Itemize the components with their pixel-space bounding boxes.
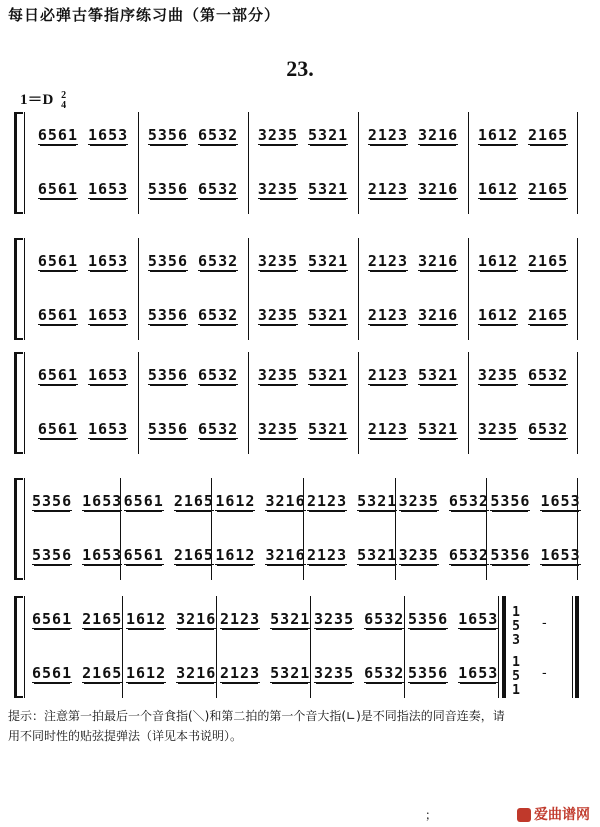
bar-line xyxy=(248,238,249,340)
note-group: 3216 xyxy=(176,610,217,628)
score-system xyxy=(14,478,581,580)
note-group: 6561 xyxy=(32,610,73,628)
note-group: 3216 xyxy=(418,252,459,270)
rest-dash: - xyxy=(542,614,547,630)
measure-lower xyxy=(32,306,134,324)
note-group: 1612 xyxy=(477,180,518,198)
measure-upper xyxy=(142,252,244,270)
note-group: 5356 xyxy=(147,420,188,438)
note-group: 1653 xyxy=(88,306,129,324)
system-end-line xyxy=(577,352,578,454)
hint-line-2: 用不同时性的贴弦提弹法（详见本书说明）。 xyxy=(8,729,243,743)
note-group: 6561 xyxy=(37,420,78,438)
measure-upper xyxy=(32,492,123,510)
measure-lower xyxy=(215,546,306,564)
note-group: 5321 xyxy=(308,126,349,144)
measure-upper xyxy=(490,492,581,510)
measure-lower xyxy=(362,306,464,324)
measure-upper xyxy=(252,126,354,144)
bar-line xyxy=(303,478,304,580)
note-group: 3235 xyxy=(257,180,298,198)
measure-lower xyxy=(314,664,405,682)
measure-lower xyxy=(123,546,214,564)
note-group: 5356 xyxy=(408,664,449,682)
note-group: 3235 xyxy=(477,420,518,438)
measure-upper xyxy=(362,252,464,270)
measure-upper xyxy=(123,492,214,510)
note-group: 2123 xyxy=(220,664,261,682)
system-brace xyxy=(14,112,23,214)
note-group: 6561 xyxy=(123,546,164,564)
note-group: 2165 xyxy=(82,610,123,628)
bar-line xyxy=(138,238,139,340)
measure-upper xyxy=(472,252,574,270)
note-group: 1612 xyxy=(126,610,167,628)
measure-lower xyxy=(472,420,574,438)
note-group: 6561 xyxy=(37,126,78,144)
time-signature xyxy=(61,91,66,111)
note-group: 1653 xyxy=(82,546,123,564)
note-group: 5321 xyxy=(270,664,311,682)
note-group: 2165 xyxy=(173,546,214,564)
note-group: 3235 xyxy=(398,492,439,510)
note-group: 3235 xyxy=(477,366,518,384)
system-start-line xyxy=(24,238,25,340)
system-start-line xyxy=(24,112,25,214)
page-header-title: 每日必弹古筝指序练习曲（第一部分） xyxy=(8,6,281,24)
note-group: 2165 xyxy=(528,252,569,270)
bar-line xyxy=(486,478,487,580)
note-group: 5356 xyxy=(147,180,188,198)
measure-upper xyxy=(126,610,217,628)
note-group: 5321 xyxy=(308,306,349,324)
note-group: 5356 xyxy=(32,492,73,510)
system-end-line xyxy=(577,238,578,340)
measure-upper xyxy=(215,492,306,510)
note-group: 5356 xyxy=(490,546,531,564)
note-group: 3216 xyxy=(418,180,459,198)
note-group: 2123 xyxy=(307,546,348,564)
system-brace xyxy=(14,352,23,454)
measure-upper xyxy=(362,366,464,384)
note-group: 6532 xyxy=(198,420,239,438)
note-group: 1612 xyxy=(477,252,518,270)
logo-icon xyxy=(517,808,531,822)
bar-line xyxy=(358,238,359,340)
note-group: 1653 xyxy=(88,420,129,438)
note-group: 5321 xyxy=(357,546,398,564)
bar-line xyxy=(310,596,311,698)
note-group: 6532 xyxy=(528,366,569,384)
note-group: 5321 xyxy=(418,366,459,384)
note-group: 6532 xyxy=(528,420,569,438)
note-group: 1653 xyxy=(458,610,499,628)
measure-lower xyxy=(252,306,354,324)
bar-line xyxy=(248,112,249,214)
performance-hint xyxy=(8,706,592,746)
note-group: 2123 xyxy=(367,366,408,384)
measure-lower xyxy=(252,180,354,198)
measure-upper xyxy=(142,126,244,144)
measure-upper xyxy=(408,610,499,628)
note-group: 2123 xyxy=(367,180,408,198)
bar-line xyxy=(138,112,139,214)
measure-upper xyxy=(32,610,123,628)
note-group: 1653 xyxy=(88,126,129,144)
measure-upper xyxy=(472,126,574,144)
measure-upper xyxy=(252,366,354,384)
measure-lower xyxy=(142,180,244,198)
bar-line xyxy=(138,352,139,454)
score-system xyxy=(14,596,578,698)
measure-upper xyxy=(472,366,574,384)
note-group: 2165 xyxy=(528,126,569,144)
note-group: 3235 xyxy=(257,306,298,324)
measure-upper xyxy=(398,492,489,510)
bar-line xyxy=(211,478,212,580)
bar-line xyxy=(468,112,469,214)
note-group: 5321 xyxy=(308,180,349,198)
note-group: 5356 xyxy=(147,126,188,144)
final-chord-upper: 1 5 3 xyxy=(512,605,520,648)
note-group: 6532 xyxy=(198,180,239,198)
bar-line xyxy=(358,352,359,454)
note-group: 5356 xyxy=(147,252,188,270)
note-group: 1653 xyxy=(540,546,581,564)
note-group: 2123 xyxy=(367,306,408,324)
note-group: 3235 xyxy=(314,610,355,628)
measure-lower xyxy=(32,664,123,682)
note-group: 3235 xyxy=(257,252,298,270)
score-system xyxy=(14,112,578,214)
system-start-line xyxy=(24,596,25,698)
note-group: 1612 xyxy=(215,546,256,564)
rest-dash: - xyxy=(542,664,547,680)
bar-line xyxy=(358,112,359,214)
measure-upper xyxy=(32,252,134,270)
note-group: 1653 xyxy=(82,492,123,510)
note-group: 2165 xyxy=(528,306,569,324)
note-group: 5356 xyxy=(32,546,73,564)
note-group: 5356 xyxy=(490,492,531,510)
note-group: 5321 xyxy=(308,252,349,270)
note-group: 6532 xyxy=(198,366,239,384)
bar-line xyxy=(216,596,217,698)
score-system xyxy=(14,238,578,340)
note-group: 3235 xyxy=(257,126,298,144)
measure-lower xyxy=(408,664,499,682)
piece-number: 23. xyxy=(286,56,314,81)
bar-line xyxy=(468,352,469,454)
bar-line xyxy=(395,478,396,580)
note-group: 5356 xyxy=(408,610,449,628)
key-signature xyxy=(20,88,66,111)
system-end-line xyxy=(577,112,578,214)
page-mark: ； xyxy=(425,808,438,822)
note-group: 3216 xyxy=(265,546,306,564)
note-group: 6532 xyxy=(198,306,239,324)
note-group: 2123 xyxy=(367,420,408,438)
measure-lower xyxy=(490,546,581,564)
note-group: 2123 xyxy=(367,126,408,144)
bar-line xyxy=(248,352,249,454)
logo-text: 爱曲谱网 xyxy=(534,807,590,823)
measure-lower xyxy=(398,546,489,564)
measure-lower xyxy=(220,664,311,682)
time-bottom: 4 xyxy=(61,99,67,111)
note-group: 5321 xyxy=(357,492,398,510)
note-group: 1612 xyxy=(126,664,167,682)
note-group: 6561 xyxy=(37,252,78,270)
hint-line-1: 提示：注意第一拍最后一个音食指(＼)和第二拍的第一个音大指(∟)是不同指法的同音连奏，请 xyxy=(8,709,505,723)
note-group: 5321 xyxy=(270,610,311,628)
bar-line xyxy=(122,596,123,698)
repeat-bar-thick xyxy=(502,596,506,698)
note-group: 5356 xyxy=(147,306,188,324)
note-group: 1653 xyxy=(88,252,129,270)
note-group: 2123 xyxy=(307,492,348,510)
bar-line xyxy=(404,596,405,698)
system-brace xyxy=(14,596,23,698)
measure-lower xyxy=(472,180,574,198)
note-group: 5321 xyxy=(308,420,349,438)
note-group: 3235 xyxy=(314,664,355,682)
time-top: 2 xyxy=(61,89,67,101)
note-group: 1653 xyxy=(458,664,499,682)
note-group: 3235 xyxy=(257,366,298,384)
score-system xyxy=(14,352,578,454)
measure-lower xyxy=(362,420,464,438)
key-label: 1＝D xyxy=(20,92,54,108)
note-group: 6532 xyxy=(364,610,405,628)
system-start-line xyxy=(24,352,25,454)
measure-upper xyxy=(314,610,405,628)
end-bar-thin xyxy=(572,596,573,698)
measure-upper xyxy=(32,126,134,144)
measure-upper xyxy=(362,126,464,144)
note-group: 3216 xyxy=(265,492,306,510)
note-group: 1653 xyxy=(88,180,129,198)
site-logo xyxy=(517,804,590,824)
note-group: 5321 xyxy=(308,366,349,384)
note-group: 3235 xyxy=(398,546,439,564)
measure-upper xyxy=(142,366,244,384)
note-group: 6561 xyxy=(32,664,73,682)
note-group: 3216 xyxy=(176,664,217,682)
note-group: 3235 xyxy=(257,420,298,438)
note-group: 6532 xyxy=(198,126,239,144)
measure-lower xyxy=(362,180,464,198)
note-group: 1653 xyxy=(88,366,129,384)
end-bar-thick xyxy=(575,596,579,698)
note-group: 6532 xyxy=(448,546,489,564)
note-group: 6561 xyxy=(37,366,78,384)
measure-upper xyxy=(220,610,311,628)
measure-lower xyxy=(252,420,354,438)
note-group: 6532 xyxy=(198,252,239,270)
system-brace xyxy=(14,238,23,340)
measure-lower xyxy=(142,306,244,324)
note-group: 5321 xyxy=(418,420,459,438)
note-group: 2165 xyxy=(528,180,569,198)
final-chord-lower: 1 5 1 xyxy=(512,655,520,698)
note-group: 6561 xyxy=(37,180,78,198)
bar-line xyxy=(468,238,469,340)
note-group: 1653 xyxy=(540,492,581,510)
measure-lower xyxy=(307,546,398,564)
note-group: 3216 xyxy=(418,126,459,144)
note-group: 5356 xyxy=(147,366,188,384)
note-group: 2165 xyxy=(173,492,214,510)
measure-lower xyxy=(32,420,134,438)
measure-upper xyxy=(307,492,398,510)
note-group: 1612 xyxy=(477,126,518,144)
measure-lower xyxy=(32,546,123,564)
measure-lower xyxy=(472,306,574,324)
note-group: 3216 xyxy=(418,306,459,324)
measure-lower xyxy=(126,664,217,682)
system-brace xyxy=(14,478,23,580)
note-group: 2123 xyxy=(220,610,261,628)
bar-line xyxy=(120,478,121,580)
note-group: 6561 xyxy=(37,306,78,324)
note-group: 6532 xyxy=(448,492,489,510)
note-group: 6561 xyxy=(123,492,164,510)
note-group: 2165 xyxy=(82,664,123,682)
note-group: 1612 xyxy=(477,306,518,324)
measure-upper xyxy=(32,366,134,384)
measure-upper xyxy=(252,252,354,270)
note-group: 6532 xyxy=(364,664,405,682)
system-start-line xyxy=(24,478,25,580)
system-end-line xyxy=(577,478,578,580)
measure-lower xyxy=(32,180,134,198)
note-group: 1612 xyxy=(215,492,256,510)
repeat-bar-thin xyxy=(498,596,499,698)
measure-lower xyxy=(142,420,244,438)
note-group: 2123 xyxy=(367,252,408,270)
